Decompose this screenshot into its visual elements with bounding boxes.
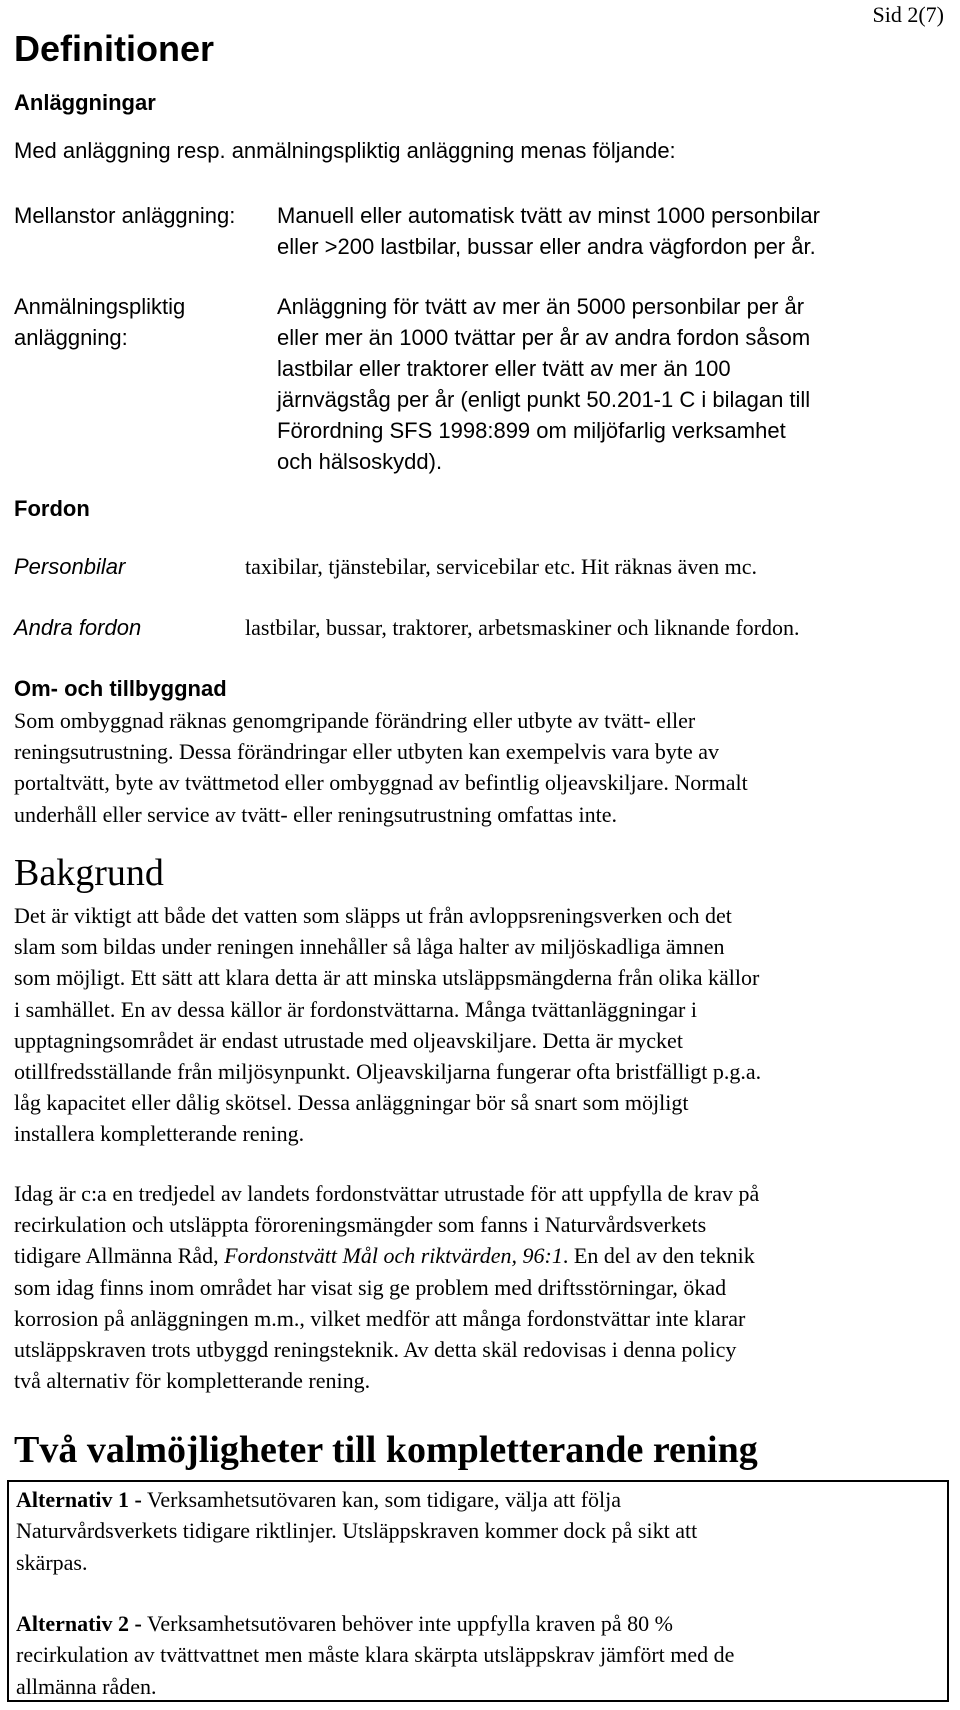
text-line: reningsutrustning. Dessa förändringar eller utbyten kan exempelvis vara byte av bbox=[14, 739, 719, 765]
text-line: installera kompletterande rening. bbox=[14, 1121, 305, 1147]
text-line: Manuell eller automatisk tvätt av minst 1000 personbilar bbox=[277, 203, 820, 228]
alternative-2-label: Alternativ 2 - bbox=[16, 1611, 142, 1636]
text-line: utsläppskraven trots utbyggd reningsteknik. Av detta skäl redovisas i denna policy bbox=[14, 1337, 737, 1363]
bakgrund-paragraph-2 bbox=[14, 1178, 949, 1396]
andra-fordon-definition: lastbilar, bussar, traktorer, arbetsmaskiner och liknande fordon. bbox=[245, 615, 800, 640]
text-line: två alternativ för kompletterande rening. bbox=[14, 1368, 371, 1394]
text-line: upptagningsområdet är endast utrustade med oljeavskiljare. Detta är mycket bbox=[14, 1027, 683, 1053]
text-line: Anmälningspliktig bbox=[14, 294, 186, 319]
text-run: Verksamhetsutövaren behöver inte uppfylla kraven på 80 % bbox=[141, 1611, 673, 1636]
text-run: tidigare Allmänna Råd, bbox=[14, 1243, 225, 1269]
text-run: Verksamhetsutövaren kan, som tidigare, välja att följa bbox=[141, 1487, 622, 1512]
text-line: underhåll eller service av tvätt- eller reningsutrustning omfattas inte. bbox=[14, 801, 617, 827]
definitions-heading: Definitioner bbox=[14, 28, 215, 69]
text-line bbox=[14, 1240, 949, 1271]
personbilar-definition: taxibilar, tjänstebilar, servicebilar etc. Hit räknas även mc. bbox=[245, 554, 757, 579]
text-line: låg kapacitet eller dålig skötsel. Dessa anläggningar bör så snart som möjligt bbox=[14, 1090, 689, 1116]
ombyggnad-heading: Om- och tillbyggnad bbox=[14, 676, 227, 701]
text-line: Naturvårdsverkets tidigare riktlinjer. Utsläppskraven kommer dock på sikt att bbox=[16, 1518, 698, 1544]
bakgrund-heading: Bakgrund bbox=[14, 852, 164, 894]
bakgrund-paragraph-1 bbox=[14, 900, 949, 1150]
text-line: allmänna råden. bbox=[16, 1673, 157, 1699]
text-line: Anläggning för tvätt av mer än 5000 personbilar per år bbox=[277, 294, 805, 319]
text-line: recirkulation och utsläppta föroreningsmängder som fanns i Naturvårdsverkets bbox=[14, 1212, 707, 1238]
alternatives-box bbox=[7, 1480, 949, 1702]
text-line: slam som bildas under reningen innehåller så låga halter av miljöskadliga ämnen bbox=[14, 934, 725, 960]
text-line: anläggning: bbox=[14, 325, 128, 350]
ombyggnad-paragraph bbox=[14, 705, 949, 830]
text-line: eller mer än 1000 tvättar per år av andra fordon såsom bbox=[277, 325, 811, 350]
text-line: och hälsoskydd). bbox=[277, 449, 443, 474]
text-line: järnvägståg per år (enligt punkt 50.201-1 C i bilagan till bbox=[277, 387, 811, 412]
anmalningspliktig-definition bbox=[277, 291, 810, 477]
publication-title: Fordonstvätt Mål och riktvärden, 96:1 bbox=[224, 1243, 563, 1269]
mellanstor-definition bbox=[277, 200, 820, 262]
text-line: portaltvätt, byte av tvättmetod eller ombyggnad av befintlig oljeavskiljare. Normalt bbox=[14, 770, 748, 796]
text-line: Det är viktigt att både det vatten som släpps ut från avloppsreningsverken och det bbox=[14, 903, 732, 928]
text-line bbox=[16, 1608, 734, 1639]
anlaggningar-heading: Anläggningar bbox=[14, 90, 156, 115]
text-line: Förordning SFS 1998:899 om miljöfarlig verksamhet bbox=[277, 418, 786, 443]
text-line: i samhället. En av dessa källor är fordonstvättarna. Många tvättanläggningar i bbox=[14, 996, 697, 1022]
text-line: korrosion på anläggningen m.m., vilket medför att många fordonstvättar inte klarar bbox=[14, 1305, 746, 1331]
text-line bbox=[16, 1484, 697, 1515]
alternative-1-label: Alternativ 1 - bbox=[16, 1487, 142, 1512]
text-line: som idag finns inom området har visat sig ge problem med driftsstörningar, ökad bbox=[14, 1274, 727, 1300]
text-line: otillfredsställande från miljösynpunkt. Oljeavskiljarna fungerar ofta bristfälligt p.g.a. bbox=[14, 1059, 762, 1085]
alternative-2 bbox=[16, 1608, 734, 1702]
alternatives-heading: Två valmöjligheter till kompletterande rening bbox=[14, 1429, 758, 1471]
text-line: lastbilar eller traktorer eller tvätt av mer än 100 bbox=[277, 356, 731, 381]
text-line: recirkulation av tvättvattnet men måste klara skärpta utsläppskrav jämfört med de bbox=[16, 1642, 735, 1668]
text-line: som möjligt. Ett sätt att klara detta är att minska utsläppsmängderna från olika källor bbox=[14, 965, 760, 991]
text-line: Idag är c:a en tredjedel av landets fordonstvättar utrustade för att uppfylla de krav på bbox=[14, 1181, 760, 1206]
alternative-1 bbox=[16, 1484, 697, 1578]
definitions-intro: Med anläggning resp. anmälningspliktig anläggning menas följande: bbox=[14, 138, 676, 163]
mellanstor-label: Mellanstor anläggning: bbox=[14, 203, 236, 228]
text-line: eller >200 lastbilar, bussar eller andra vägfordon per år. bbox=[277, 234, 816, 259]
text-line: Som ombyggnad räknas genomgripande förändring eller utbyte av tvätt- eller bbox=[14, 708, 696, 733]
fordon-heading: Fordon bbox=[14, 496, 90, 521]
andra-fordon-label: Andra fordon bbox=[14, 615, 142, 640]
personbilar-label: Personbilar bbox=[14, 554, 126, 579]
text-run: . En del av den teknik bbox=[562, 1243, 755, 1269]
anmalningspliktig-label bbox=[14, 291, 185, 353]
text-line: skärpas. bbox=[16, 1549, 88, 1575]
page-number: Sid 2(7) bbox=[872, 2, 944, 27]
